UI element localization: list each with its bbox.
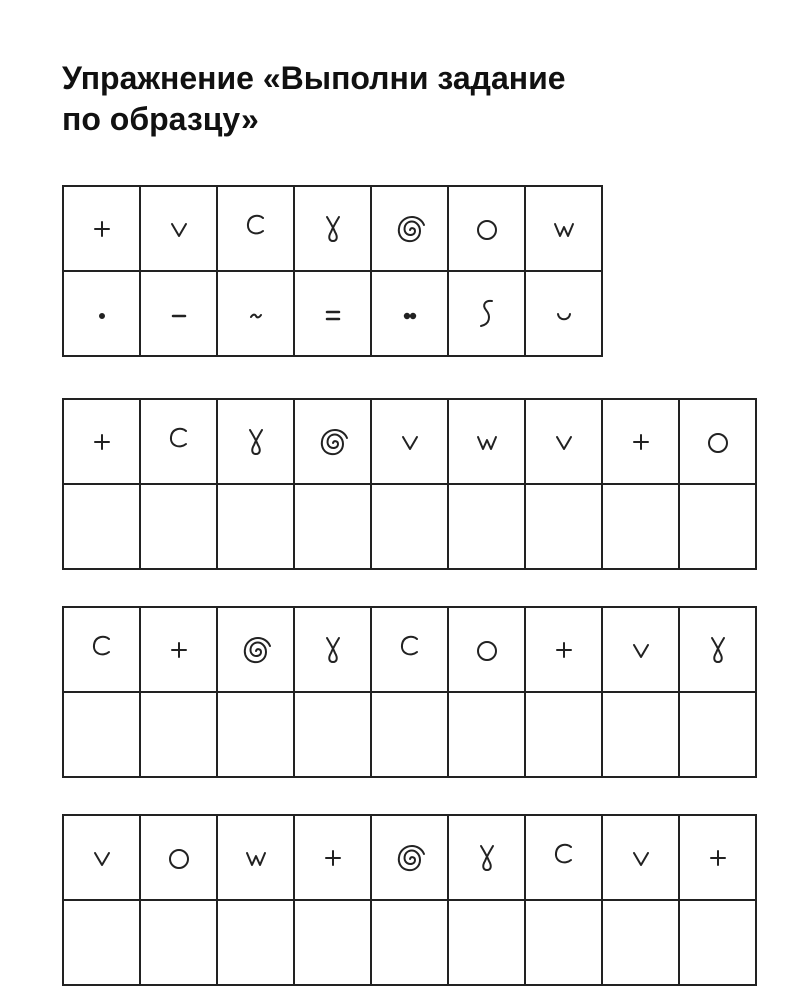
answer-cell[interactable] xyxy=(525,484,602,569)
v-icon xyxy=(384,416,436,468)
task-symbol-cell xyxy=(294,607,371,692)
title-line-2: по образцу» xyxy=(62,101,259,137)
answer-cell[interactable] xyxy=(63,692,140,777)
v-icon xyxy=(76,832,128,884)
c-icon xyxy=(153,416,205,468)
w-icon xyxy=(538,203,590,255)
loop-icon xyxy=(230,416,282,468)
task-symbol-cell xyxy=(448,399,525,484)
task-symbol-cell xyxy=(140,607,217,692)
task-symbol-cell xyxy=(448,607,525,692)
task-symbol-cell xyxy=(679,815,756,900)
key-symbol-cell xyxy=(217,186,294,271)
answer-cell[interactable] xyxy=(371,484,448,569)
v-icon xyxy=(615,832,667,884)
circle-icon xyxy=(692,416,744,468)
answer-cell[interactable] xyxy=(63,900,140,985)
dash-icon xyxy=(153,288,205,340)
task-symbol-cell xyxy=(371,815,448,900)
c-icon xyxy=(76,624,128,676)
s-curve-icon xyxy=(461,288,513,340)
answer-cell[interactable] xyxy=(140,484,217,569)
answer-cell[interactable] xyxy=(294,692,371,777)
task-table-3 xyxy=(62,814,757,986)
task-answers-row xyxy=(63,692,756,777)
key-mark-cell xyxy=(140,271,217,356)
task-answers-row xyxy=(63,900,756,985)
spiral-icon xyxy=(384,203,436,255)
c-icon xyxy=(538,832,590,884)
task-symbol-cell xyxy=(63,815,140,900)
task-table-2 xyxy=(62,606,757,778)
key-symbol-cell xyxy=(63,186,140,271)
task-symbol-cell xyxy=(217,815,294,900)
c-icon xyxy=(384,624,436,676)
loop-icon xyxy=(307,203,359,255)
dot-icon xyxy=(76,288,128,340)
exercise-title xyxy=(62,58,566,140)
answer-cell[interactable] xyxy=(602,692,679,777)
cup-icon xyxy=(538,288,590,340)
key-symbol-cell xyxy=(371,186,448,271)
v-icon xyxy=(615,624,667,676)
answer-cell[interactable] xyxy=(140,900,217,985)
key-mark-cell xyxy=(525,271,602,356)
loop-icon xyxy=(461,832,513,884)
task-symbol-cell xyxy=(525,399,602,484)
answer-cell[interactable] xyxy=(140,692,217,777)
answer-cell[interactable] xyxy=(294,900,371,985)
answer-cell[interactable] xyxy=(602,900,679,985)
task-symbol-cell xyxy=(294,815,371,900)
key-symbol-cell xyxy=(294,186,371,271)
task-symbols-row xyxy=(63,399,756,484)
key-mark-cell xyxy=(448,271,525,356)
loop-icon xyxy=(692,624,744,676)
circle-icon xyxy=(461,624,513,676)
key-mark-cell xyxy=(371,271,448,356)
tilde-icon xyxy=(230,288,282,340)
circle-icon xyxy=(461,203,513,255)
spiral-icon xyxy=(230,624,282,676)
answer-cell[interactable] xyxy=(679,900,756,985)
task-symbol-cell xyxy=(63,399,140,484)
task-symbol-cell xyxy=(602,607,679,692)
answer-cell[interactable] xyxy=(371,692,448,777)
equals-icon xyxy=(307,288,359,340)
task-symbol-cell xyxy=(602,399,679,484)
spiral-icon xyxy=(307,416,359,468)
task-symbol-cell xyxy=(217,399,294,484)
plus-icon xyxy=(76,416,128,468)
key-marks-row xyxy=(63,271,602,356)
task-symbol-cell xyxy=(371,399,448,484)
plus-icon xyxy=(76,203,128,255)
plus-icon xyxy=(153,624,205,676)
task-symbol-cell xyxy=(448,815,525,900)
task-symbol-cell xyxy=(525,607,602,692)
task-symbol-cell xyxy=(525,815,602,900)
v-icon xyxy=(538,416,590,468)
answer-cell[interactable] xyxy=(371,900,448,985)
task-symbols-row xyxy=(63,815,756,900)
answer-cell[interactable] xyxy=(294,484,371,569)
answer-cell[interactable] xyxy=(679,484,756,569)
task-symbol-cell xyxy=(140,399,217,484)
plus-icon xyxy=(307,832,359,884)
plus-icon xyxy=(692,832,744,884)
key-table xyxy=(62,185,603,357)
answer-cell[interactable] xyxy=(525,900,602,985)
task-symbols-row xyxy=(63,607,756,692)
task-answers-row xyxy=(63,484,756,569)
key-mark-cell xyxy=(63,271,140,356)
answer-cell[interactable] xyxy=(679,692,756,777)
answer-cell[interactable] xyxy=(448,692,525,777)
task-symbol-cell xyxy=(679,399,756,484)
task-symbol-cell xyxy=(294,399,371,484)
plus-icon xyxy=(615,416,667,468)
task-symbol-cell xyxy=(217,607,294,692)
v-icon xyxy=(153,203,205,255)
key-symbol-cell xyxy=(448,186,525,271)
c-icon xyxy=(230,203,282,255)
answer-cell[interactable] xyxy=(217,484,294,569)
key-symbols-row xyxy=(63,186,602,271)
task-symbol-cell xyxy=(602,815,679,900)
answer-cell[interactable] xyxy=(217,692,294,777)
double-dot-icon xyxy=(384,288,436,340)
task-symbol-cell xyxy=(63,607,140,692)
answer-cell[interactable] xyxy=(602,484,679,569)
w-icon xyxy=(461,416,513,468)
spiral-icon xyxy=(384,832,436,884)
loop-icon xyxy=(307,624,359,676)
answer-cell[interactable] xyxy=(63,484,140,569)
task-symbol-cell xyxy=(371,607,448,692)
task-symbol-cell xyxy=(140,815,217,900)
circle-icon xyxy=(153,832,205,884)
answer-cell[interactable] xyxy=(217,900,294,985)
title-line-1: Упражнение «Выполни задание xyxy=(62,60,566,96)
key-mark-cell xyxy=(217,271,294,356)
answer-cell[interactable] xyxy=(448,484,525,569)
task-symbol-cell xyxy=(679,607,756,692)
task-table-1 xyxy=(62,398,757,570)
key-symbol-cell xyxy=(525,186,602,271)
answer-cell[interactable] xyxy=(525,692,602,777)
answer-cell[interactable] xyxy=(448,900,525,985)
key-mark-cell xyxy=(294,271,371,356)
w-icon xyxy=(230,832,282,884)
plus-icon xyxy=(538,624,590,676)
key-symbol-cell xyxy=(140,186,217,271)
